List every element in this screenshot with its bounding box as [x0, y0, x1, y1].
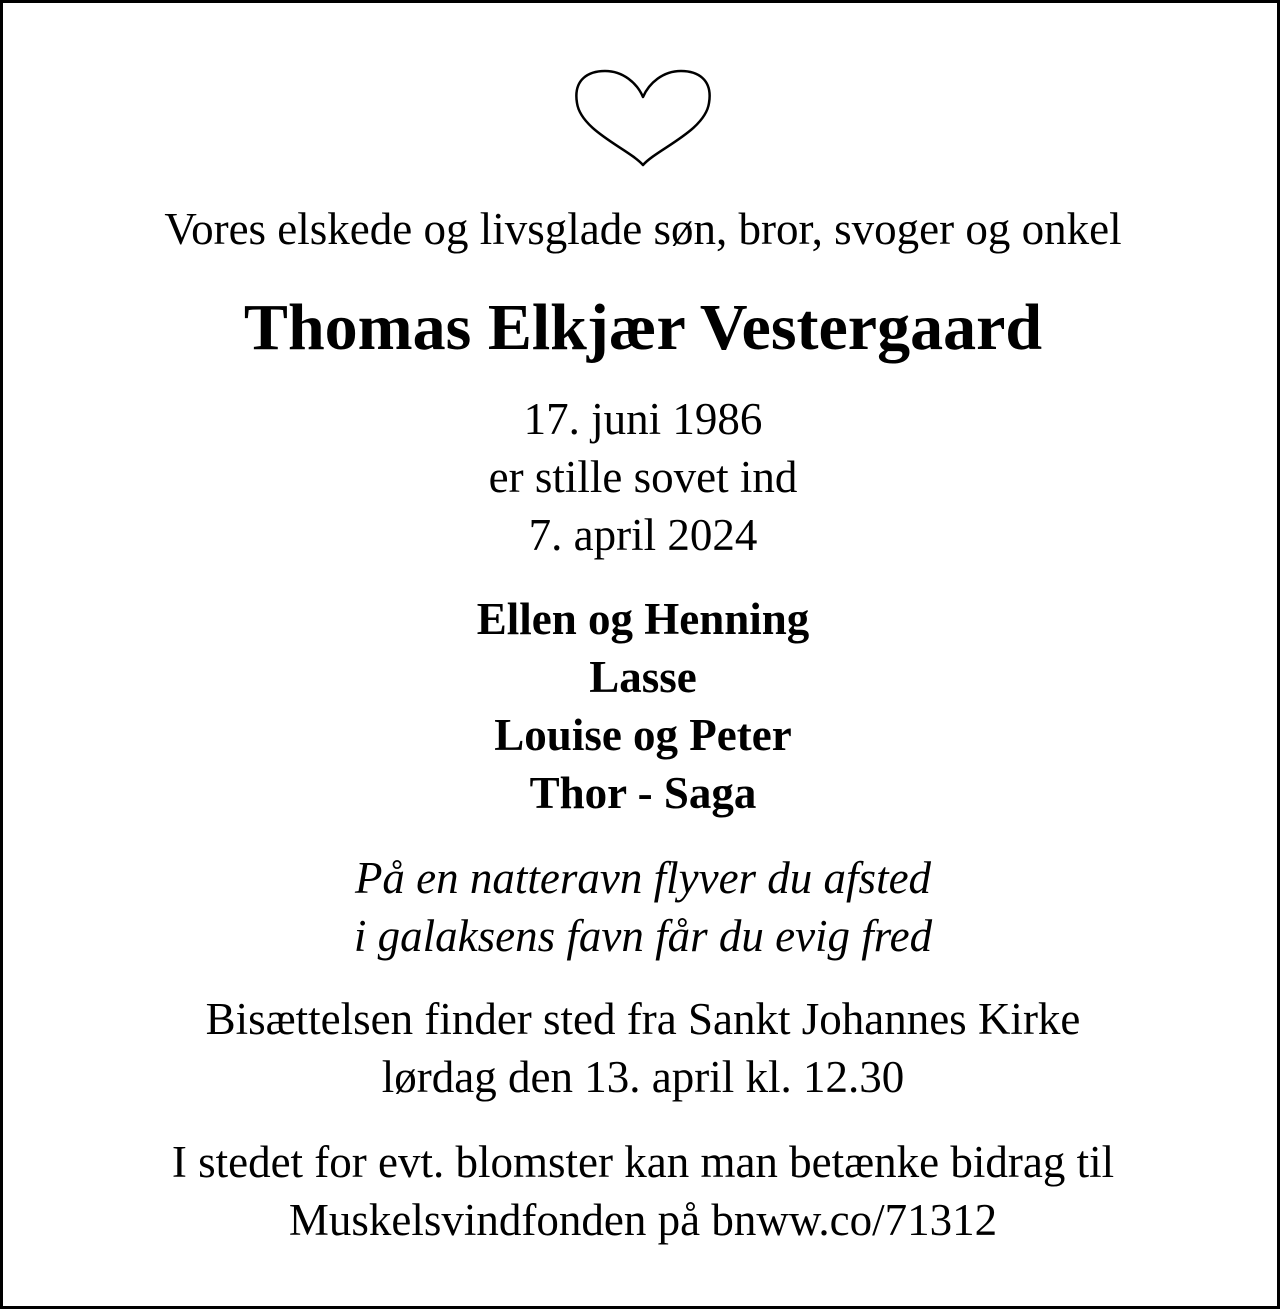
verse-line: i galaksens favn får du evig fred: [353, 911, 933, 961]
family-member: Louise og Peter: [494, 710, 792, 760]
passing-text: er stille sovet ind: [488, 452, 798, 502]
donation-link-text: Muskelsvindfonden på bnww.co/71312: [288, 1195, 998, 1245]
verse-line: På en natteravn flyver du afsted: [354, 853, 932, 903]
family-member: Lasse: [589, 652, 697, 702]
deceased-name: Thomas Elkjær Vestergaard: [243, 291, 1043, 364]
donation-text: I stedet for evt. blomster kan man betænke bidrag til: [171, 1137, 1115, 1187]
birth-date: 17. juni 1986: [523, 394, 763, 444]
family-member: Ellen og Henning: [476, 594, 810, 644]
service-location: Bisættelsen finder sted fra Sankt Johannes Kirke: [205, 994, 1081, 1044]
intro-text: Vores elskede og livsglade søn, bror, svoger og onkel: [164, 204, 1122, 254]
service-time: lørdag den 13. april kl. 12.30: [381, 1052, 905, 1102]
heart-icon: [569, 65, 717, 171]
family-member: Thor - Saga: [529, 768, 757, 818]
death-date: 7. april 2024: [528, 510, 758, 560]
